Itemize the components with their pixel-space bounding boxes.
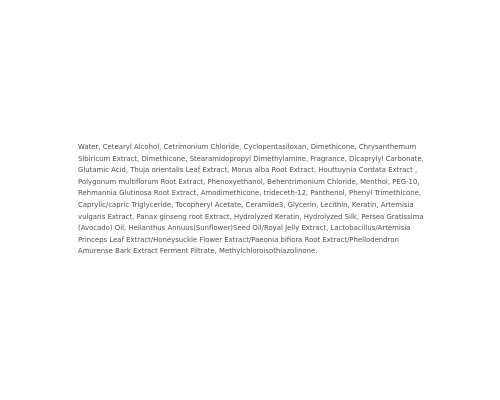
ingredients-list-text: Water, Cetearyl Alcohol, Cetrimonium Chloride, Cyclopentasiloxan, Dimethicone, Chrysanthemum Sibiricum Extract, Dimethicone, Stearamidopropyl Dimethylamine, Fragrance, Dicaprylyl Carbonate, Glutamic Acid, Thuja orientalis Leaf Extract, Morus alba Root Extract, Houttuynia Cordata Extract , Polygonum multiflorum Root Extract, Phenoxyethanol, Behentrimonium Chloride, Menthol, PEG-10, Rehmannia Glutinosa Root Extract, Amodimethicone, trideceth-12, Panthenol, Phenyl Trimethicone, Caprylic/capric Triglyceride, Tocopheryl Acetate, Ceramide3, Glycerin, Lecithin, Keratin, Artemisia vulgaris Extract, Panax ginseng root Extract, Hydrolyzed Keratin, Hydrolyzed Silk, Persea Gratissima (Avocado) Oil, Helianthus Annuus(Sunflower)Seed Oil/Royal Jelly Extract, Lactobacillus/Artemisia Princeps Leaf Extract/Honeysuckle Flower Extract/Paeonia bifiora Root Extract/Phellodendron Amurense Bark Extract Ferment Filtrate, Methylchloroisothiazolinone. — [78, 143, 424, 256]
